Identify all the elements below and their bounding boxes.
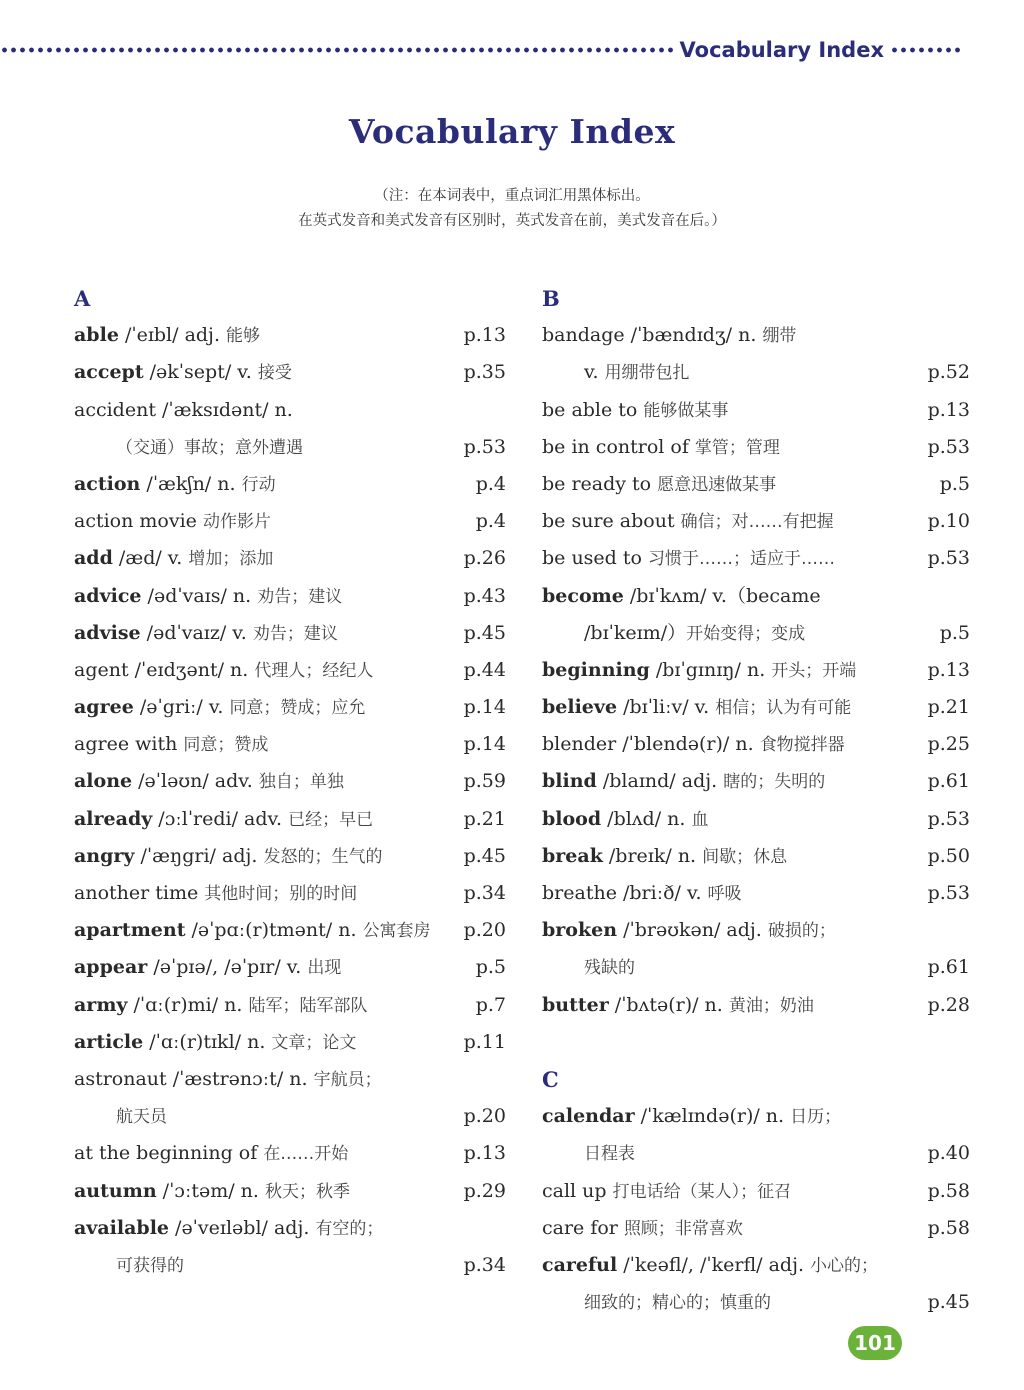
entry-pronunciation: /əˈveɪləbl/ adj.: [169, 1216, 316, 1239]
entry-meaning: 细致的；精心的；慎重的: [584, 1293, 771, 1314]
entry-meaning: 增加；添加: [188, 549, 274, 570]
entry-pronunciation: /əˈpɪə/, /əˈpɪr/ v.: [147, 956, 308, 979]
vocab-entry: [74, 1173, 510, 1210]
entry-meaning: 打电话给（某人）；征召: [612, 1181, 792, 1202]
section-letter: A: [74, 286, 91, 311]
vocab-entry: [542, 763, 974, 800]
vocab-entry: [74, 354, 510, 391]
entry-pronunciation: /ədˈvaɪz/ v.: [140, 621, 253, 644]
entry-page-ref: p.43: [463, 584, 506, 607]
entry-pronunciation: /bɪˈkʌm/ v.（became: [623, 584, 821, 607]
entry-meaning: 开头；开端: [771, 660, 857, 681]
entry-meaning: 接受: [257, 363, 292, 384]
vocab-entry: [542, 949, 974, 986]
entry-headword: be able to: [542, 398, 638, 421]
entry-pronunciation: /ɔːlˈredi/ adv.: [152, 807, 289, 830]
vocab-entry: [542, 540, 974, 577]
entry-meaning: 劝告；建议: [252, 623, 338, 644]
vocab-entry: [542, 1173, 974, 1210]
entry-headword: care for: [542, 1216, 618, 1239]
entry-meaning: 绷带: [762, 326, 797, 347]
vocab-entry: [74, 540, 510, 577]
entry-meaning: 独自；单独: [258, 772, 344, 793]
entry-meaning: 小心的；: [810, 1255, 879, 1276]
vocab-entry: [74, 987, 510, 1024]
vocab-entry: [74, 1024, 510, 1061]
entry-text: [74, 949, 341, 987]
entry-pronunciation: /bɪˈkeɪm/）: [584, 621, 687, 644]
entry-page-ref: p.4: [475, 510, 506, 533]
vocab-entry: [74, 1098, 510, 1135]
entry-headword: be sure about: [542, 510, 675, 533]
vocab-entry: [542, 838, 974, 875]
entry-text: [542, 1098, 841, 1136]
entry-page-ref: p.40: [927, 1142, 970, 1165]
entry-page-ref: p.44: [463, 658, 506, 681]
entry-headword: beginning: [542, 658, 650, 681]
vocab-entry: [74, 392, 510, 429]
entry-pronunciation: v.: [584, 361, 605, 384]
section-spacer: [542, 1024, 974, 1061]
entry-headword: apartment: [74, 919, 186, 942]
vocab-entry: [74, 503, 510, 540]
entry-text: [74, 1173, 350, 1211]
entry-pronunciation: /ˈblendə(r)/ n.: [616, 733, 760, 756]
entry-meaning: 动作影片: [202, 512, 271, 533]
vocab-entry: [74, 1135, 510, 1172]
entry-pronunciation: /ˈæksɪdənt/ n.: [155, 398, 293, 421]
vocab-entry: [74, 689, 510, 726]
entry-meaning: 出现: [307, 958, 342, 979]
entry-headword: agree with: [74, 733, 178, 756]
entry-headword: call up: [542, 1179, 607, 1202]
entry-meaning: 破损的；: [767, 921, 836, 942]
entry-text: [542, 540, 835, 578]
vocab-entry: [542, 1284, 974, 1321]
entry-text: [542, 466, 776, 504]
entry-text: [542, 1247, 878, 1285]
entry-meaning: 同意；赞成: [183, 735, 269, 756]
entry-meaning: 公寓套房: [362, 921, 431, 942]
entry-page-ref: p.61: [927, 956, 970, 979]
entry-pronunciation: /breɪk/ n.: [602, 844, 703, 867]
entry-meaning: 航天员: [116, 1107, 167, 1128]
entry-page-ref: p.45: [463, 621, 506, 644]
entry-page-ref: p.13: [927, 398, 970, 421]
entry-text: [74, 615, 338, 653]
entry-meaning: 代理人；经纪人: [254, 660, 374, 681]
entry-page-ref: p.21: [463, 807, 506, 830]
entry-page-ref: p.5: [939, 472, 970, 495]
entry-text: [542, 689, 851, 727]
entry-page-ref: p.20: [463, 1105, 506, 1128]
entry-pronunciation: /ˈbændɪdʒ/ n.: [624, 324, 763, 347]
entry-headword: action: [74, 472, 141, 495]
entry-headword: agent: [74, 658, 129, 681]
section-letter: B: [542, 286, 560, 311]
running-header-label: Vocabulary Index: [679, 38, 884, 62]
vocab-entry: [74, 801, 510, 838]
entry-pronunciation: /ˈeɪbl/ adj.: [118, 324, 227, 347]
entry-text: [542, 1135, 635, 1173]
entry-pronunciation: /ˈɔːtəm/ n.: [156, 1179, 265, 1202]
entry-text: [74, 652, 373, 690]
entry-headword: article: [74, 1030, 144, 1053]
entry-page-ref: p.20: [463, 919, 506, 942]
vocab-entry: [74, 466, 510, 503]
entry-headword: careful: [542, 1253, 618, 1276]
entry-text: [542, 949, 635, 987]
entry-text: [542, 912, 836, 950]
entry-text: [542, 578, 821, 615]
section-letter: C: [542, 1066, 559, 1092]
vocab-entry: [542, 1098, 974, 1135]
entry-text: [542, 354, 690, 392]
entry-text: [74, 503, 271, 541]
vocab-entry: [74, 763, 510, 800]
entry-pronunciation: /bɪˈgɪnɪŋ/ n.: [649, 658, 772, 681]
entry-text: [542, 1210, 743, 1248]
entry-meaning: 同意；赞成；应允: [229, 698, 366, 719]
entry-headword: alone: [74, 770, 133, 793]
entry-text: [74, 689, 365, 727]
entry-pronunciation: /əˈpɑː(r)tmənt/ n.: [185, 919, 363, 942]
vocab-entry: [542, 689, 974, 726]
entry-page-ref: p.29: [463, 1179, 506, 1202]
entry-pronunciation: /ˈkeəfl/, /ˈkerfl/ adj.: [617, 1253, 811, 1276]
entry-page-ref: p.14: [463, 733, 506, 756]
entry-headword: available: [74, 1216, 169, 1239]
entry-text: [74, 1210, 383, 1248]
entry-page-ref: p.11: [463, 1030, 506, 1053]
entry-page-ref: p.13: [927, 658, 970, 681]
entry-pronunciation: /blʌd/ n.: [601, 807, 692, 830]
entry-meaning: 愿意迅速做某事: [657, 474, 777, 495]
entry-text: [542, 1284, 771, 1322]
entry-page-ref: p.53: [927, 807, 970, 830]
note-line-2: 在英式发音和美式发音有区别时，英式发音在前，美式发音在后。）: [298, 213, 726, 229]
entry-text: [74, 466, 276, 504]
vocab-entry: [542, 1210, 974, 1247]
entry-headword: breathe: [542, 882, 617, 904]
vocab-entry: [542, 317, 974, 354]
entry-text: [542, 801, 708, 839]
entry-meaning: （交通）事故；意外遭遇: [116, 437, 303, 458]
entry-headword: agree: [74, 696, 134, 719]
entry-meaning: 确信；对……有把握: [680, 512, 834, 533]
entry-meaning: 习惯于……；适应于……: [648, 549, 836, 570]
entry-text: [74, 429, 303, 467]
vocab-entry: [74, 317, 510, 354]
entry-headword: accept: [74, 361, 144, 384]
entry-pronunciation: /əˈgriː/ v.: [133, 696, 230, 719]
entry-text: [542, 875, 742, 913]
entry-meaning: 呼吸: [707, 884, 742, 904]
vocab-entry: [542, 987, 974, 1024]
vocab-entry: [542, 466, 974, 503]
entry-text: [542, 615, 805, 653]
entry-meaning: 已经；早已: [288, 809, 374, 830]
vocab-entry: [542, 801, 974, 838]
entry-text: [74, 1024, 356, 1062]
entry-pronunciation: /æd/ v.: [112, 547, 189, 570]
entry-page-ref: p.58: [927, 1179, 970, 1202]
entry-meaning: 用绷带包扎: [604, 363, 690, 384]
vocab-entry: [542, 615, 974, 652]
entry-pronunciation: /blaɪnd/ adj.: [596, 770, 724, 793]
entry-text: [542, 392, 728, 430]
entry-text: [74, 987, 367, 1025]
vocab-entry: [74, 1061, 510, 1098]
running-header: [0, 36, 960, 64]
page-title: Vocabulary Index: [348, 112, 676, 151]
entry-headword: advise: [74, 621, 141, 644]
entry-text: [74, 1061, 382, 1099]
entry-pronunciation: /ˈbrəʊkən/ adj.: [617, 919, 768, 942]
entry-text: [74, 317, 260, 355]
entry-text: [74, 354, 292, 392]
entry-meaning: 陆军；陆军部队: [248, 995, 368, 1016]
entry-meaning: 秋天；秋季: [265, 1181, 350, 1202]
entry-text: [74, 912, 431, 950]
entry-pronunciation: /ədˈvaɪs/ n.: [141, 584, 258, 607]
entry-page-ref: p.14: [463, 696, 506, 719]
header-dotted-rule-tail: [890, 47, 960, 53]
entry-page-ref: p.4: [475, 472, 506, 495]
vocab-entry: [74, 949, 510, 986]
entry-page-ref: p.52: [927, 361, 970, 384]
entry-headword: believe: [542, 696, 618, 719]
entry-meaning: 发怒的；生气的: [263, 846, 383, 867]
entry-headword: autumn: [74, 1179, 157, 1202]
entry-meaning: 照顾；非常喜欢: [623, 1218, 743, 1239]
entry-headword: add: [74, 547, 113, 570]
entry-meaning: 残缺的: [584, 958, 635, 979]
entry-pronunciation: /briːð/ v.: [616, 882, 708, 904]
entry-meaning: 血: [691, 809, 709, 830]
entry-headword: broken: [542, 919, 618, 942]
entry-headword: butter: [542, 993, 609, 1016]
entry-headword: blender: [542, 733, 617, 756]
page-number-badge: 101: [848, 1326, 902, 1360]
entry-meaning: 可获得的: [116, 1255, 184, 1276]
entry-pronunciation: /ˈkælɪndə(r)/ n.: [634, 1105, 791, 1128]
index-column-left: [74, 280, 510, 1284]
entry-text: [542, 317, 796, 355]
entry-text: [74, 392, 293, 429]
entry-meaning: 间歇；休息: [702, 846, 788, 867]
entry-page-ref: p.59: [463, 770, 506, 793]
entry-pronunciation: /ˈæstrənɔːt/ n.: [166, 1067, 314, 1090]
entry-meaning: 其他时间；别的时间: [204, 884, 358, 904]
vocab-entry: [542, 578, 974, 615]
entry-headword: become: [542, 584, 624, 607]
entry-text: [74, 1247, 184, 1285]
entry-text: [542, 838, 787, 876]
entry-meaning: 能够: [226, 326, 261, 347]
entry-headword: angry: [74, 844, 135, 867]
entry-pronunciation: /bɪˈliːv/ v.: [617, 696, 716, 719]
entry-page-ref: p.13: [463, 1142, 506, 1165]
header-dotted-rule: [0, 47, 674, 53]
entry-page-ref: p.34: [463, 1253, 506, 1276]
entry-text: [542, 503, 834, 541]
note-line-1: （注：在本词表中，重点词汇用黑体标出。: [374, 188, 650, 204]
entry-meaning: 日历；: [790, 1107, 842, 1128]
entry-meaning: 掌管；管理: [694, 437, 780, 458]
entry-meaning: 行动: [241, 474, 276, 495]
entry-text: [74, 1135, 348, 1173]
entry-headword: accident: [74, 398, 156, 421]
entry-text: [542, 726, 845, 764]
entry-headword: blind: [542, 770, 597, 793]
entry-text: [74, 801, 373, 839]
vocab-entry: [542, 1135, 974, 1172]
vocab-entry: [542, 354, 974, 391]
entry-page-ref: p.58: [927, 1216, 970, 1239]
entry-meaning: 能够做某事: [643, 400, 729, 421]
entry-page-ref: p.53: [463, 435, 506, 458]
entry-page-ref: p.21: [927, 696, 970, 719]
entry-text: [74, 875, 357, 913]
entry-headword: calendar: [542, 1105, 635, 1128]
entry-page-ref: p.25: [927, 733, 970, 756]
entry-page-ref: p.13: [463, 324, 506, 347]
entry-text: [542, 1173, 791, 1211]
entry-page-ref: p.26: [463, 547, 506, 570]
entry-text: [74, 1098, 167, 1136]
entry-headword: astronaut: [74, 1067, 167, 1090]
entry-page-ref: p.50: [927, 844, 970, 867]
entry-headword: be ready to: [542, 472, 652, 495]
vocab-entry: [74, 726, 510, 763]
entry-page-ref: p.45: [463, 844, 506, 867]
entry-headword: be in control of: [542, 435, 689, 458]
entry-meaning: 瞎的；失明的: [723, 772, 826, 793]
entry-page-ref: p.53: [927, 435, 970, 458]
entry-pronunciation: /ˈɑː(r)tɪkl/ n.: [143, 1030, 272, 1053]
entry-meaning: 食物搅拌器: [759, 735, 845, 756]
entry-pronunciation: /ˈeɪdʒənt/ n.: [128, 658, 255, 681]
vocab-entry: [542, 912, 974, 949]
entry-headword: already: [74, 807, 153, 830]
entry-page-ref: p.10: [927, 510, 970, 533]
entry-page-ref: p.35: [463, 361, 506, 384]
vocab-entry: [74, 875, 510, 912]
entry-meaning: 有空的；: [315, 1218, 384, 1239]
entry-text: [74, 540, 273, 578]
entry-headword: action movie: [74, 510, 197, 533]
vocab-entry: [74, 838, 510, 875]
entry-text: [74, 763, 344, 801]
entry-page-ref: p.28: [927, 993, 970, 1016]
entry-meaning: 日程表: [584, 1144, 635, 1165]
entry-page-ref: p.7: [475, 993, 506, 1016]
entry-pronunciation: /əkˈsept/ v.: [143, 361, 258, 384]
entry-page-ref: p.5: [939, 621, 970, 644]
entry-page-ref: p.34: [463, 882, 506, 904]
entry-page-ref: p.5: [475, 956, 506, 979]
entry-text: [74, 726, 268, 764]
entry-pronunciation: /əˈləʊn/ adv.: [132, 770, 259, 793]
vocab-entry: [74, 912, 510, 949]
entry-page-ref: p.61: [927, 770, 970, 793]
vocab-entry: [542, 875, 974, 912]
vocab-entry: [542, 503, 974, 540]
entry-headword: blood: [542, 807, 602, 830]
entry-headword: at the beginning of: [74, 1142, 258, 1165]
entry-pronunciation: /ˈbʌtə(r)/ n.: [608, 993, 729, 1016]
vocab-entry: [74, 578, 510, 615]
entry-text: [542, 763, 825, 801]
entry-headword: be used to: [542, 547, 642, 570]
entry-text: [542, 987, 814, 1025]
entry-page-ref: p.45: [927, 1291, 970, 1314]
entry-headword: army: [74, 993, 128, 1016]
vocab-entry: [74, 429, 510, 466]
entry-headword: another time: [74, 882, 199, 904]
entry-headword: appear: [74, 956, 148, 979]
entry-page-ref: p.53: [927, 882, 970, 904]
entry-pronunciation: /ˈɑː(r)mi/ n.: [127, 993, 249, 1016]
entry-pronunciation: /ˈækʃn/ n.: [140, 472, 242, 495]
entry-text: [542, 429, 780, 467]
entry-headword: able: [74, 324, 119, 347]
vocab-entry: [74, 652, 510, 689]
entry-meaning: 宇航员；: [313, 1069, 382, 1090]
vocab-entry: [74, 1247, 510, 1284]
entry-text: [74, 578, 342, 616]
entry-pronunciation: /ˈæŋgri/ adj.: [134, 844, 264, 867]
vocab-entry: [542, 726, 974, 763]
entry-headword: bandage: [542, 324, 625, 347]
vocab-entry: [74, 1210, 510, 1247]
entry-meaning: 相信；认为有可能: [715, 698, 852, 719]
vocab-entry: [542, 1247, 974, 1284]
entry-headword: break: [542, 844, 603, 867]
entry-meaning: 开始变得；变成: [686, 623, 806, 644]
vocab-entry: [542, 429, 974, 466]
entry-meaning: 文章；论文: [271, 1032, 357, 1053]
vocab-entry: [74, 615, 510, 652]
vocab-entry: [542, 652, 974, 689]
entry-text: [74, 838, 382, 876]
entry-page-ref: p.53: [927, 547, 970, 570]
entry-meaning: 黄油；奶油: [728, 995, 814, 1016]
entry-meaning: 在……开始: [263, 1144, 349, 1165]
entry-meaning: 劝告；建议: [257, 586, 343, 607]
index-column-right: [542, 280, 974, 1321]
entry-headword: advice: [74, 584, 142, 607]
vocab-entry: [542, 392, 974, 429]
entry-text: [542, 652, 856, 690]
